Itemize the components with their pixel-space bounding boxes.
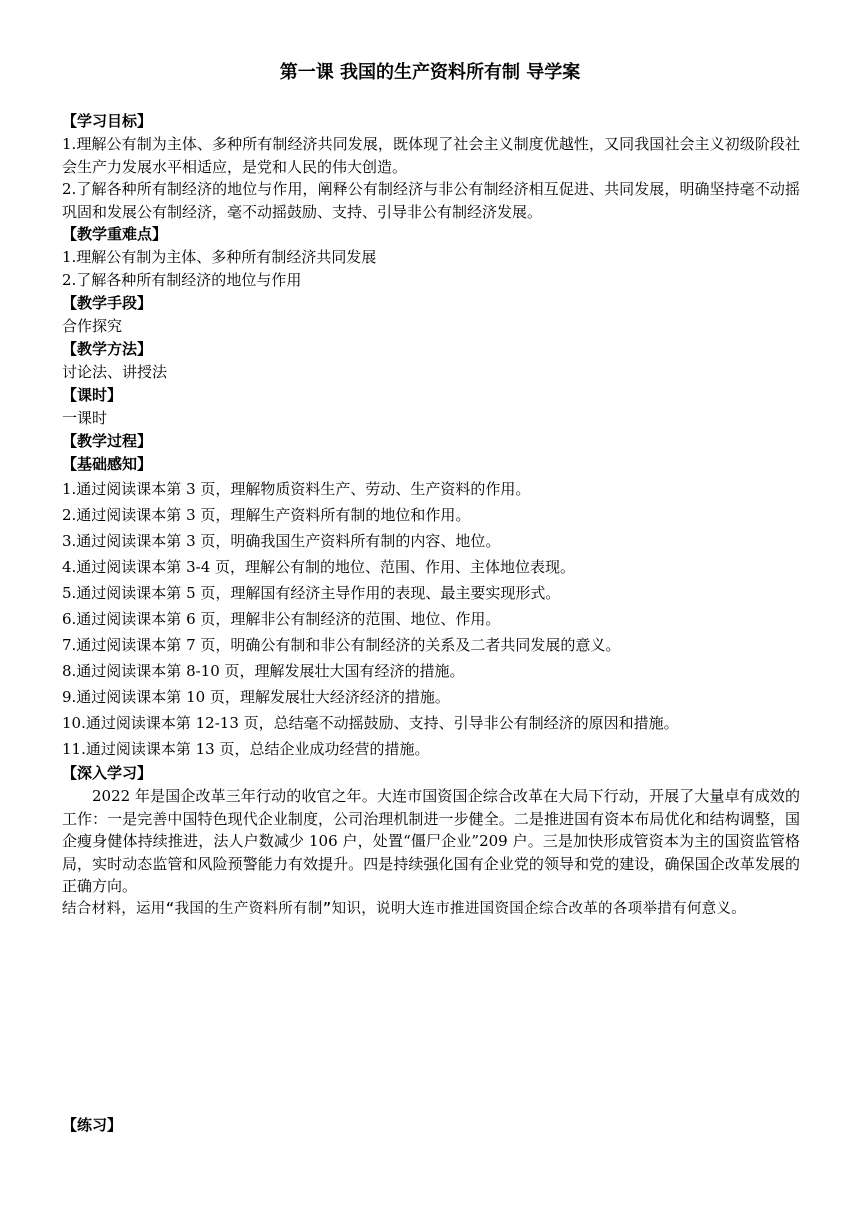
means-heading: 【教学手段】 xyxy=(62,294,153,312)
basic-item: 9.通过阅读课本第 10 页，理解发展壮大经济经济的措施。 xyxy=(62,688,450,706)
hours-section xyxy=(62,384,800,430)
basic-item: 2.通过阅读课本第 3 页，理解生产资料所有制的地位和作用。 xyxy=(62,506,471,524)
objectives-section xyxy=(62,110,800,223)
practice-heading: 【练习】 xyxy=(62,1116,123,1134)
basic-heading: 【基础感知】 xyxy=(62,455,153,473)
key-points-heading: 【教学重难点】 xyxy=(62,225,168,243)
basic-section xyxy=(62,453,800,762)
basic-item: 5.通过阅读课本第 5 页，理解国有经济主导作用的表现、最主要实现形式。 xyxy=(62,584,561,602)
deep-question: 结合材料，运用“我国的生产资料所有制”知识，说明大连市推进国资国企综合改革的各项举措有何意义。 xyxy=(62,900,747,917)
deep-heading: 【深入学习】 xyxy=(62,764,153,782)
basic-item: 1.通过阅读课本第 3 页，理解物质资料生产、劳动、生产资料的作用。 xyxy=(62,480,531,498)
basic-item: 10.通过阅读课本第 12-13 页，总结毫不动摇鼓励、支持、引导非公有制经济的原因和措施。 xyxy=(62,714,679,732)
practice-section xyxy=(62,1114,122,1137)
basic-item: 6.通过阅读课本第 6 页，理解非公有制经济的范围、地位、作用。 xyxy=(62,610,501,628)
basic-item: 3.通过阅读课本第 3 页，明确我国生产资料所有制的内容、地位。 xyxy=(62,532,501,550)
key-point-item: 2.了解各种所有制经济的地位与作用 xyxy=(62,271,302,289)
methods-text: 讨论法、讲授法 xyxy=(62,363,168,381)
basic-item: 7.通过阅读课本第 7 页，明确公有制和非公有制经济的关系及二者共同发展的意义。 xyxy=(62,636,621,654)
hours-text: 一课时 xyxy=(62,409,108,427)
hours-heading: 【课时】 xyxy=(62,386,123,404)
document-body xyxy=(62,110,800,920)
objective-item: 2.了解各种所有制经济的地位与作用，阐释公有制经济与非公有制经济相互促进、共同发展，明确坚持毫不动摇巩固和发展公有制经济，毫不动摇鼓励、支持、引导非公有制经济发展。 xyxy=(62,180,800,221)
basic-item: 8.通过阅读课本第 8-10 页，理解发展壮大国有经济的措施。 xyxy=(62,662,465,680)
basic-item: 4.通过阅读课本第 3-4 页，理解公有制的地位、范围、作用、主体地位表现。 xyxy=(62,558,576,576)
objectives-heading: 【学习目标】 xyxy=(62,112,153,130)
means-text: 合作探究 xyxy=(62,317,123,335)
key-points-section xyxy=(62,223,800,292)
process-heading: 【教学过程】 xyxy=(62,432,153,450)
page-title: 第一课 我国的生产资料所有制 导学案 xyxy=(279,62,581,83)
deep-section xyxy=(62,762,800,920)
objective-item: 1.理解公有制为主体、多种所有制经济共同发展，既体现了社会主义制度优越性，又同我国社会主义初级阶段社会生产力发展水平相适应，是党和人民的伟大创造。 xyxy=(62,135,800,176)
means-section xyxy=(62,292,800,338)
basic-item: 11.通过阅读课本第 13 页，总结企业成功经营的措施。 xyxy=(62,740,430,758)
methods-section xyxy=(62,338,800,384)
deep-material: 2022 年是国企改革三年行动的收官之年。大连市国资国企综合改革在大局下行动，开展了大量卓有成效的工作：一是完善中国特色现代企业制度，公司治理机制进一步健全。二是推进国有资本布局优化和结构调整，国企瘦身健体持续推进，法人户数减少 106 户，处置“僵尸企业”209 户。三是加快形成管资本为主的国资监管格局，实时动态监管和风险预警能力有效提升。四是持续强化国有企业党的领导和党的建设，确保国企改革发展的正确方向。 xyxy=(62,787,800,895)
key-point-item: 1.理解公有制为主体、多种所有制经济共同发展 xyxy=(62,248,377,266)
methods-heading: 【教学方法】 xyxy=(62,340,153,358)
